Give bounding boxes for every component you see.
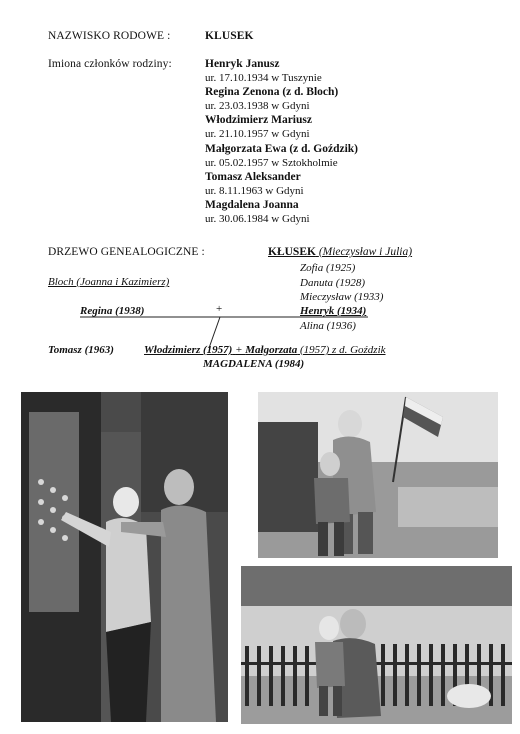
malgorzata: Małgorzata	[245, 344, 298, 356]
member-info: ur. 05.02.1957 w Sztokholmie	[205, 157, 338, 169]
surname-label: NAZWISKO RODOWE :	[48, 30, 171, 42]
member-info: ur. 8.11.1963 w Gdyni	[205, 185, 304, 197]
photo-boys-ship	[258, 392, 498, 558]
sibling: Mieczysław (1933)	[300, 291, 384, 303]
member-info: ur. 23.03.1938 w Gdyni	[205, 100, 310, 112]
member-name: Włodzimierz Mariusz	[205, 114, 312, 126]
member-name: Małgorzata Ewa (z d. Goździk)	[205, 143, 358, 155]
bloch-parents: Bloch (Joanna i Kazimierz)	[48, 276, 170, 288]
malgorzata-rest: (1957) z d. Goździk	[299, 344, 386, 356]
photo-mother-child	[241, 566, 512, 724]
klusek-parents-names: (Mieczysław i Julia)	[318, 246, 413, 258]
magdalena: MAGDALENA (1984)	[203, 358, 305, 370]
wlodzimierz-line	[144, 344, 386, 356]
sibling: Danuta (1928)	[300, 277, 366, 289]
member-name: Tomasz Aleksander	[205, 171, 301, 183]
alina: Alina (1936)	[300, 320, 356, 332]
henryk: Henryk (1934)	[300, 305, 367, 317]
regina: Regina (1938)	[80, 305, 145, 317]
member-info: ur. 21.10.1957 w Gdyni	[205, 128, 310, 140]
member-info: ur. 30.06.1984 w Gdyni	[205, 213, 310, 225]
member-name: Regina Zenona (z d. Bloch)	[205, 86, 339, 98]
tree-label: DRZEWO GENEALOGICZNE :	[48, 246, 205, 258]
sibling: Zofia (1925)	[300, 262, 356, 274]
photo-couple	[21, 392, 228, 722]
wlodzimierz: Włodzimierz (1957)	[144, 344, 233, 356]
member-name: Henryk Janusz	[205, 58, 280, 70]
plus-sign: +	[216, 303, 223, 315]
surname-value: KLUSEK	[205, 30, 254, 42]
klusek-surname: KŁUSEK	[268, 246, 316, 258]
member-name: Magdalena Joanna	[205, 199, 299, 211]
member-info: ur. 17.10.1934 w Tuszynie	[205, 72, 322, 84]
members-label: Imiona członków rodziny:	[48, 58, 172, 70]
tomasz: Tomasz (1963)	[48, 344, 114, 356]
plus-sign-2: +	[235, 344, 243, 356]
